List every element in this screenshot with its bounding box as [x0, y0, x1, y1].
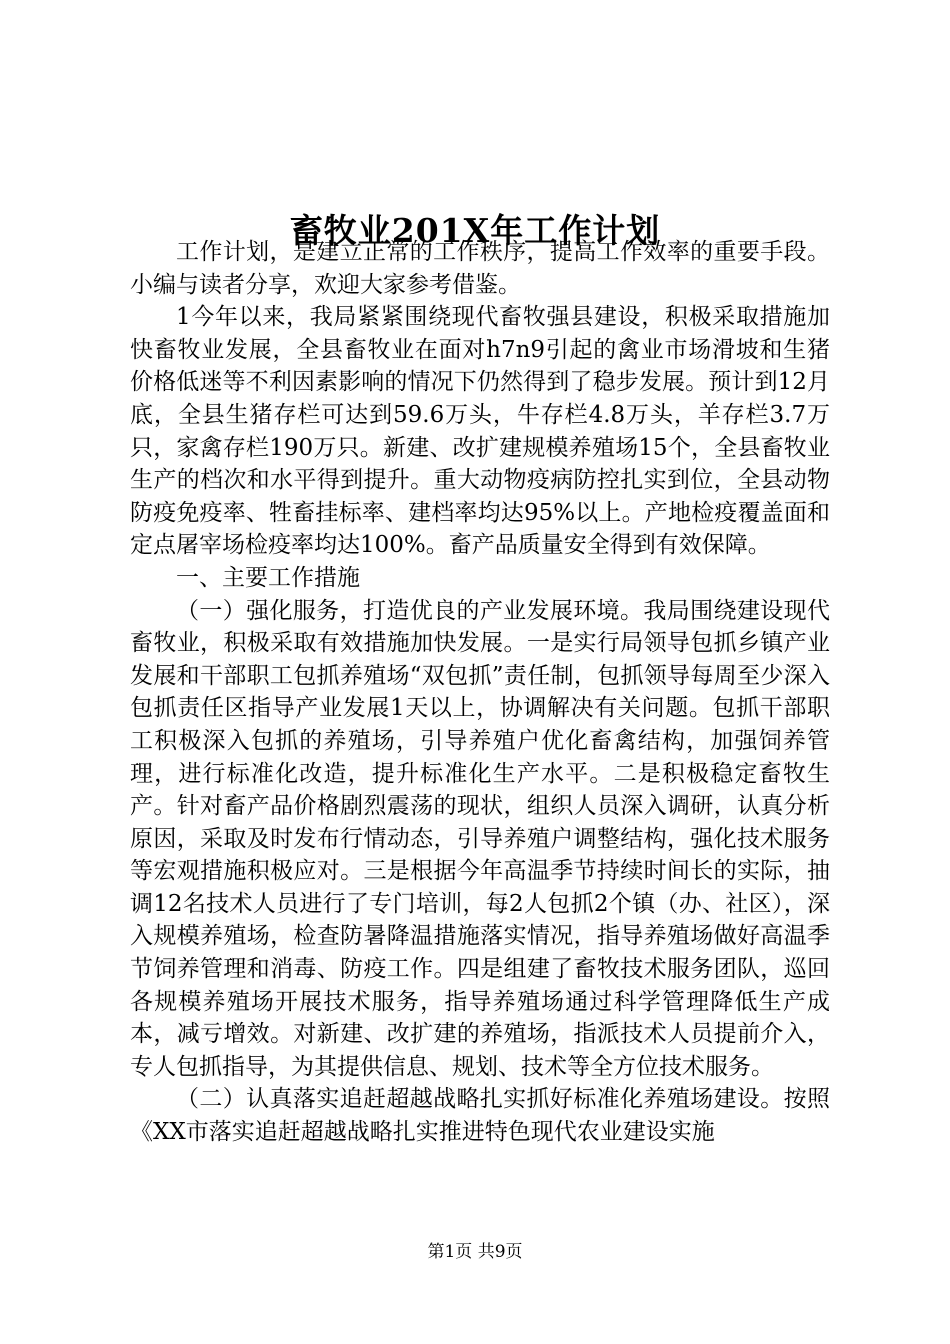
paragraph-measure-2: （二）认真落实追赶超越战略扎实抓好标准化养殖场建设。按照《XX市落实追赶超越战略扎实推进特色现代农业建设实施 — [130, 1086, 830, 1146]
paragraph-measure-1: （一）强化服务，打造优良的产业发展环境。我局围绕建设现代畜牧业，积极采取有效措施加快发展。一是实行局领导包抓乡镇产业发展和干部职工包抓养殖场“双包抓”责任制，包抓领导每周至少深入包抓责任区指导产业发展1天以上，协调解决有关问题。包抓干部职工积极深入包抓的养殖场，引导养殖户优化畜禽结构，加强饲养管理，进行标准化改造，提升标准化生产水平。二是积极稳定畜牧生产。针对畜产品价格剧烈震荡的现状，组织人员深入调研，认真分析原因，采取及时发布行情动态，引导养殖户调整结构，强化技术服务等宏观措施积极应对。三是根据今年高温季节持续时间长的实际，抽调12名技术人员进行了专门培训，每2人包抓2个镇（办、社区），深入规模养殖场，检查防暑降温措施落实情况，指导养殖场做好高温季节饲养管理和消毒、防疫工作。四是组建了畜牧技术服务团队，巡回各规模养殖场开展技术服务，指导养殖场通过科学管理降低生产成本，减亏增效。对新建、改扩建的养殖场，指派技术人员提前介入，专人包抓指导，为其提供信息、规划、技术等全方位技术服务。 — [130, 597, 830, 1080]
document-title: 畜牧业201X年工作计划 — [289, 211, 661, 251]
document-body — [130, 236, 830, 1149]
page-number: 第1页 共9页 — [427, 1242, 523, 1262]
section-heading: 一、主要工作措施 — [176, 564, 360, 591]
paragraph-summary: 1今年以来，我局紧紧围绕现代畜牧强县建设，积极采取措施加快畜牧业发展，全县畜牧业在面对h7n9引起的禽业市场滑坡和生猪价格低迷等不利因素影响的情况下仍然得到了稳步发展。预计到12月底，全县生猪存栏可达到59.6万头，牛存栏4.8万头，羊存栏3.7万只，家禽存栏190万只。新建、改扩建规模养殖场15个，全县畜牧业生产的档次和水平得到提升。重大动物疫病防控扎实到位，全县动物防疫免疫率、牲畜挂标率、建档率均达95%以上。产地检疫覆盖面和定点屠宰场检疫率均达100%。畜产品质量安全得到有效保障。 — [130, 304, 830, 559]
paragraph-intro: 工作计划，是建立正常的工作秩序，提高工作效率的重要手段。小编与读者分享，欢迎大家参考借鉴。 — [130, 239, 830, 298]
